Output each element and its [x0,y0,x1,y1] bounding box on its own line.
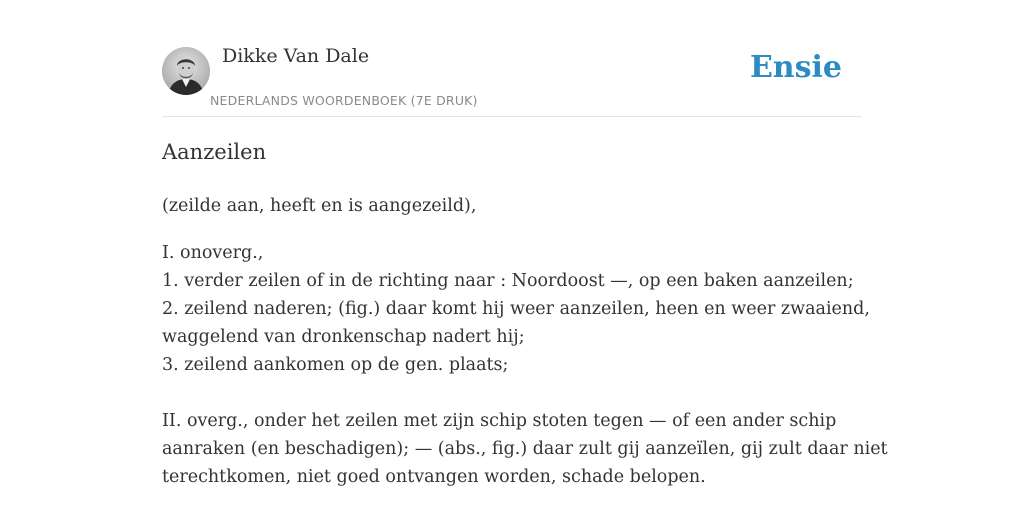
definition-line: (zeilde aan, heeft en is aangezeild), [162,196,477,216]
definition-line: 3. zeilend aankomen op de gen. plaats; [162,355,509,375]
ensie-logo[interactable]: Ensie [749,50,842,85]
author-avatar[interactable] [162,47,210,95]
definition-line: 1. verder zeilen of in de richting naar : Noordoost —, op een baken aanzeilen; [162,271,854,291]
entry-definition [162,192,888,491]
author-portrait-icon [162,47,210,95]
definition-line: 2. zeilend naderen; (fig.) daar komt hij weer aanzeilen, heen en weer zwaaiend, [162,299,870,319]
entry-card [162,0,888,512]
definition-line: terechtkomen, niet goed ontvangen worden, schade belopen. [162,467,706,487]
page-header [162,0,862,117]
definition-line: aanraken (en beschadigen); — (abs., fig.) daar zult gij aanzeïlen, gij zult daar niet [162,439,888,459]
definition-line: waggelend van dronkenschap nadert hij; [162,327,525,347]
definition-line: II. overg., onder het zeilen met zijn schip stoten tegen — of een ander schip [162,411,837,431]
definition-line: I. onoverg., [162,243,264,263]
source-name[interactable]: NEDERLANDS WOORDENBOEK (7E DRUK) [210,93,478,108]
entry-title: Aanzeilen [162,140,267,164]
paragraph-break [162,379,862,407]
author-name[interactable]: Dikke Van Dale [222,45,370,67]
